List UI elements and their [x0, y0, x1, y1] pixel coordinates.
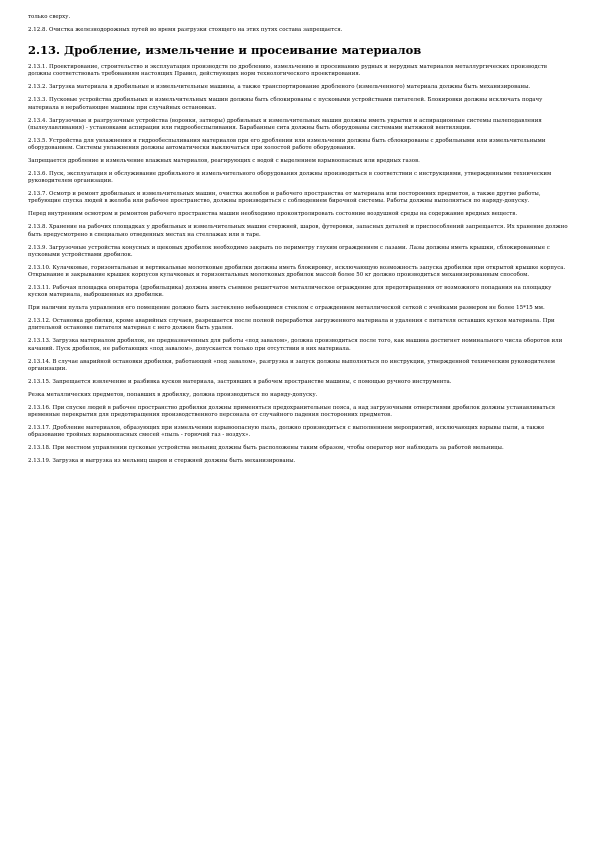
paragraph: 2.13.9. Загрузочные устройства конусных и щековых дробилок необходимо закрыть по периметру глухим ограждением с лазами. Лазы должны иметь крышки, сблокированные с пусковыми устройствами дробилок.: [28, 244, 550, 258]
paragraph: 2.13.19. Загрузка и выгрузка из мельниц шаров и стержней должны быть механизированы.: [28, 458, 296, 465]
paragraph: 2.13.1. Проектирование, строительство и эксплуатация производств по дроблению, измельчению и просеиванию рудных и нерудных материалов металлургических производств должны соответствовать требованиям настоящих Правил, действующих норм технологического проектирования.: [28, 64, 547, 78]
paragraph: 2.13.11. Рабочая площадка оператора (дробильщика) должна иметь съемное решетчатое металлическое ограждение для предотвращения от возможного попадания на площадку кусков материала, выброшенных из дробилки.: [28, 285, 552, 299]
section-title: 2.13. Дробление, измельчение и просеивание материалов: [28, 43, 422, 58]
paragraph: Перед внутренним осмотром и ремонтом рабочего пространства машин необходимо проконтролировать состояние воздушной среды на содержание вредных веществ.: [28, 211, 518, 218]
paragraph: 2.13.14. В случае аварийной остановки дробилки, работающей «под завалом», разгрузка и запуск должны выполняться по инструкции, утвержденной техническим руководителем организации.: [28, 358, 555, 372]
paragraph: 2.13.13. Загрузка материалом дробилок, не предназначенных для работы «под завалом», должна производиться после того, как машина достигнет номинального числа оборотов или качаний. Пуск дробилок, не работающих «под завалом», допускается только при отсутствии в них материала.: [28, 338, 563, 352]
paragraph: 2.13.16. При спуске людей в рабочее пространство дробилки должны применяться предохранительные пояса, а над загрузочными отверстиями дробилок должны устанавливаться временные перекрытия для предотвращения производственного персонала от случайного падения посторонних предметов.: [28, 404, 556, 419]
paragraph: Резка металлических предметов, попавших в дробилку, должна производиться по наряду-допуску.: [28, 391, 318, 398]
paragraph: 2.13.6. Пуск, эксплуатация и обслуживание дробильного и измельчительного оборудования должны производиться в соответствии с инструкциями, утвержденными техническим руководителем организации.: [28, 171, 552, 185]
paragraph: 2.13.18. При местном управлении пусковые устройства мельниц должны быть расположены таким образом, чтобы оператор мог наблюдать за работой мельницы.: [28, 445, 504, 452]
document-page: [28, 14, 568, 471]
paragraph: 2.13.10. Кулачковые, горизонтальные и вертикальные молотковые дробилки должны иметь блокировку, исключающую возможность запуска дробилки при открытой крышке корпуса. Открывание и закрывание крышек корпусов кулачковых и горизонтальных молотковых дробилок массой более 50 кг должно производиться механизированным способом.: [28, 264, 566, 279]
paragraph: 2.13.8. Хранение на рабочих площадках у дробильных и измельчительных машин стержней, шаров, футеровки, запасных деталей и приспособлений запрещается. Их хранение должно быть предусмотрено в специально отведенных местах на стеллажах или в таре.: [28, 224, 568, 238]
paragraph: 2.13.7. Осмотр и ремонт дробильных и измельчительных машин, очистка желобов и рабочего пространства от материала или посторонних предметов, а также другие работы, требующие спуска людей в желоба или рабочее пространство, должны производиться с соблюдением бирочной системы. Работы должны выполняться по наряду-допуску.: [28, 191, 541, 205]
paragraph: 2.13.4. Загрузочные и разгрузочные устройства (воронки, затворы) дробильных и измельчительных машин должны иметь укрытия и аспирационные системы пылеподавления (пылеулавливания) - установками аспирации или гидрообеспыливания. Барабанные сита должны быть оборудованы системами вытяжной вентиляции.: [28, 117, 542, 131]
paragraph: 2.13.17. Дробление материалов, образующих при измельчении взрывоопасную пыль, должно производиться с выполнением мероприятий, исключающих взрывы пыли, а также образование тройных взрывоопасных смесей «пыль - горючий газ - воздух».: [28, 425, 545, 439]
paragraph: 2.13.3. Пусковые устройства дробильных и измельчительных машин должны быть сблокированы с пусковыми устройствами питателей. Блокировки должны исключать подачу материала в неработающие машины при случайных остановках.: [28, 97, 543, 111]
paragraph: 2.13.12. Остановка дробилки, кроме аварийных случаев, разрешается после полной переработки загруженного материала и удаления с питателя оставших кусков материала. При длительной остановке питателя материал с него должен быть удален.: [28, 318, 555, 332]
paragraph-2-12-8: 2.12.8. Очистка железнодорожных путей во время разгрузки стоящего на этих путях состава запрещается.: [28, 27, 343, 33]
paragraph: 2.13.15. Запрещается извлечение и разбивка кусков материала, застрявших в рабочем пространстве машины, с помощью ручного инструмента.: [28, 378, 452, 385]
paragraph: 2.13.2. Загрузка материала в дробильные и измельчительные машины, а также транспортирование дробленого (измельченного) материала должны быть механизированы.: [28, 84, 531, 91]
text-continuation: только сверху.: [28, 14, 71, 20]
paragraph: При наличии пульта управления его помещение должно быть застеклено небьющимся стеклом с ограждением металлической сеткой с ячейками размером не более 15*15 мм.: [28, 305, 545, 312]
paragraph: Запрещается дробление и измельчение влажных материалов, реагирующих с водой с выделением взрывоопасных или вредных газов.: [28, 158, 420, 165]
paragraph: 2.13.5. Устройства для увлажнения и гидрообеспыливания материалов при его дроблении или измельчении должны быть сблокированы с дробильными или измельчительными оборудованием. Системы увлажнения должны автоматически выключаться при холостой работе оборудования.: [28, 137, 546, 152]
